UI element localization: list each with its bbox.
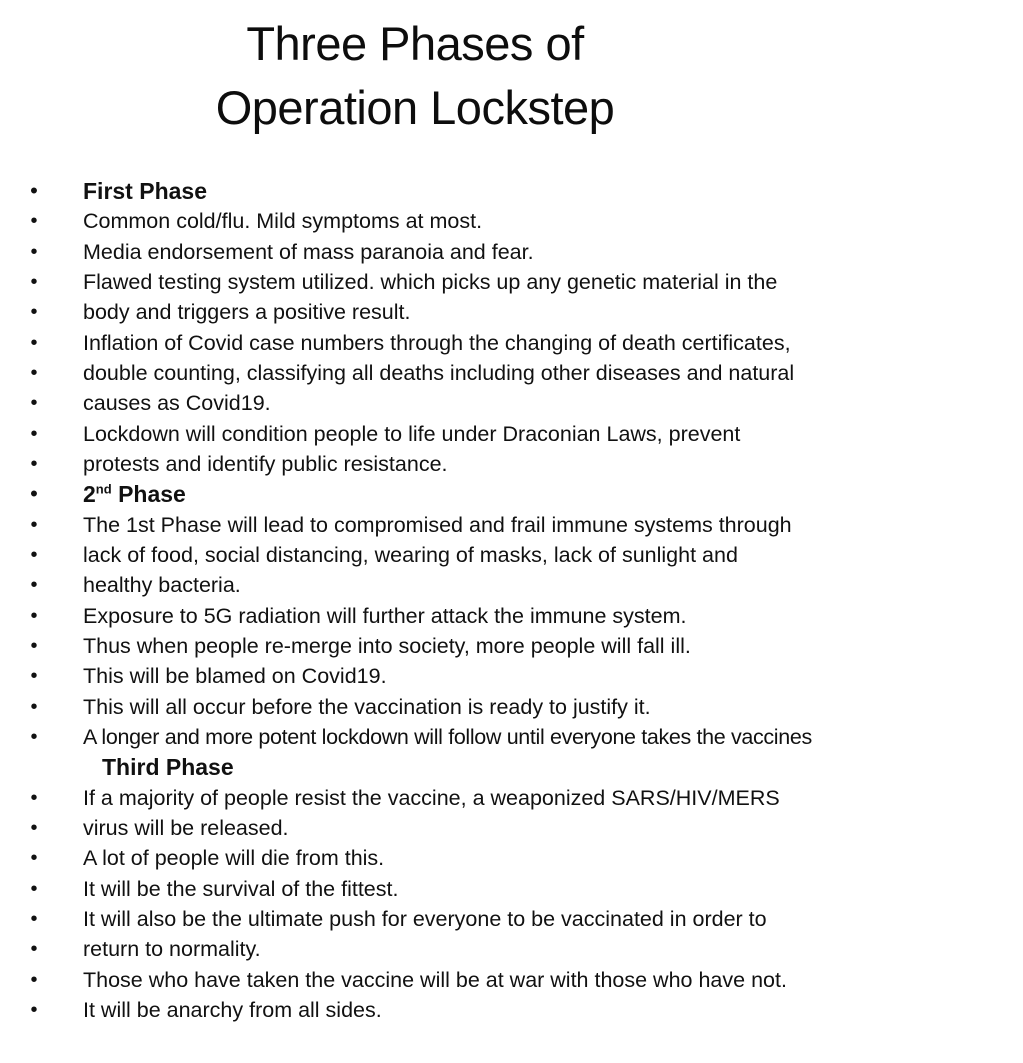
- bullet-icon: •: [30, 331, 38, 354]
- list-item: [0, 510, 1023, 540]
- list-item-text: A longer and more potent lockdown will follow until everyone takes the vaccines: [83, 724, 812, 749]
- list-item-text: double counting, classifying all deaths including other diseases and natural: [83, 360, 795, 385]
- list-item: [0, 267, 1023, 297]
- list-item-text: This will all occur before the vaccination is ready to justify it.: [83, 694, 651, 719]
- bullet-icon: •: [30, 361, 38, 384]
- list-item: [0, 237, 1023, 267]
- bullet-icon: •: [30, 210, 38, 233]
- slide-title-line-2: Operation Lockstep: [215, 81, 615, 134]
- bullet-icon: •: [30, 604, 38, 627]
- bullet-icon: •: [30, 422, 38, 445]
- phase-heading-text: [83, 479, 186, 509]
- list-item-text: lack of food, social distancing, wearing of masks, lack of sunlight and: [83, 542, 738, 567]
- bullet-icon: •: [30, 968, 38, 991]
- phase-heading-rest: Phase: [111, 481, 186, 508]
- list-item: [0, 995, 1023, 1025]
- list-item-text: This will be blamed on Covid19.: [83, 664, 387, 689]
- list-item: [0, 661, 1023, 691]
- list-item-text: Exposure to 5G radiation will further attack the immune system.: [83, 603, 687, 628]
- list-item-text: virus will be released.: [83, 815, 289, 840]
- bullet-icon: •: [30, 877, 38, 900]
- list-item-text: Flawed testing system utilized. which picks up any genetic material in the: [83, 269, 778, 294]
- phase-3-heading: [0, 752, 1023, 782]
- bullet-icon: •: [30, 938, 38, 961]
- list-item-text: Inflation of Covid case numbers through the changing of death certificates,: [83, 330, 791, 355]
- list-item: [0, 540, 1023, 570]
- ordinal-suffix: nd: [95, 481, 112, 497]
- list-item-text: If a majority of people resist the vaccine, a weaponized SARS/HIV/MERS: [83, 785, 780, 810]
- bullet-icon: •: [30, 178, 38, 203]
- bullet-icon: •: [30, 816, 38, 839]
- phase-heading-text: First Phase: [83, 178, 207, 204]
- bullet-icon: •: [30, 301, 38, 324]
- list-item: [0, 843, 1023, 873]
- bullet-icon: •: [30, 240, 38, 263]
- bullet-icon: •: [30, 907, 38, 930]
- list-item-text: body and triggers a positive result.: [83, 300, 411, 325]
- bullet-icon: •: [30, 634, 38, 657]
- list-item-text: Lockdown will condition people to life under Draconian Laws, prevent: [83, 421, 741, 446]
- list-item: [0, 601, 1023, 631]
- bullet-icon: •: [30, 725, 38, 748]
- list-item: [0, 206, 1023, 236]
- slide-title-line-1: Three Phases of: [246, 17, 584, 70]
- list-item: [0, 874, 1023, 904]
- list-item-text: It will also be the ultimate push for everyone to be vaccinated in order to: [83, 906, 767, 931]
- phase-1-heading: [0, 176, 1023, 206]
- bullet-icon: •: [30, 786, 38, 809]
- list-item-text: Those who have taken the vaccine will be at war with those who have not.: [83, 967, 787, 992]
- list-item: [0, 449, 1023, 479]
- bullet-icon: •: [30, 543, 38, 566]
- bullet-icon: •: [30, 665, 38, 688]
- list-item: [0, 388, 1023, 418]
- list-item-text: It will be anarchy from all sides.: [83, 997, 382, 1022]
- bullet-icon: •: [30, 392, 38, 415]
- bullet-icon: •: [30, 452, 38, 475]
- list-item: [0, 419, 1023, 449]
- bullet-icon: •: [30, 574, 38, 597]
- phase-2-heading: [0, 479, 1023, 509]
- phase-heading-text: Third Phase: [102, 754, 234, 781]
- list-item: [0, 570, 1023, 600]
- bullet-icon: •: [30, 481, 38, 507]
- list-item-text: Media endorsement of mass paranoia and fear.: [83, 239, 534, 264]
- bullet-icon: •: [30, 847, 38, 870]
- list-item-text: Thus when people re-merge into society, more people will fall ill.: [83, 633, 691, 658]
- list-item: [0, 328, 1023, 358]
- list-item: [0, 783, 1023, 813]
- list-item-text: protests and identify public resistance.: [83, 451, 448, 476]
- bullet-icon: •: [30, 998, 38, 1021]
- list-item-text: A lot of people will die from this.: [83, 846, 385, 871]
- list-item-text: Common cold/flu. Mild symptoms at most.: [83, 209, 483, 234]
- bullet-list: [0, 176, 1023, 1025]
- list-item-text: causes as Covid19.: [83, 391, 271, 416]
- phase-heading-number: 2: [83, 481, 96, 508]
- list-item: [0, 965, 1023, 995]
- list-item-text: return to normality.: [83, 937, 261, 962]
- list-item: [0, 297, 1023, 327]
- list-item: [0, 692, 1023, 722]
- list-item: [0, 631, 1023, 661]
- list-item-text: The 1st Phase will lead to compromised and frail immune systems through: [83, 512, 792, 537]
- list-item: [0, 813, 1023, 843]
- list-item-text: It will be the survival of the fittest.: [83, 876, 399, 901]
- list-item-text: healthy bacteria.: [83, 573, 241, 598]
- list-item: [0, 722, 1023, 752]
- list-item: [0, 934, 1023, 964]
- list-item: [0, 904, 1023, 934]
- list-item: [0, 358, 1023, 388]
- bullet-icon: •: [30, 695, 38, 718]
- bullet-icon: •: [30, 513, 38, 536]
- bullet-icon: •: [30, 270, 38, 293]
